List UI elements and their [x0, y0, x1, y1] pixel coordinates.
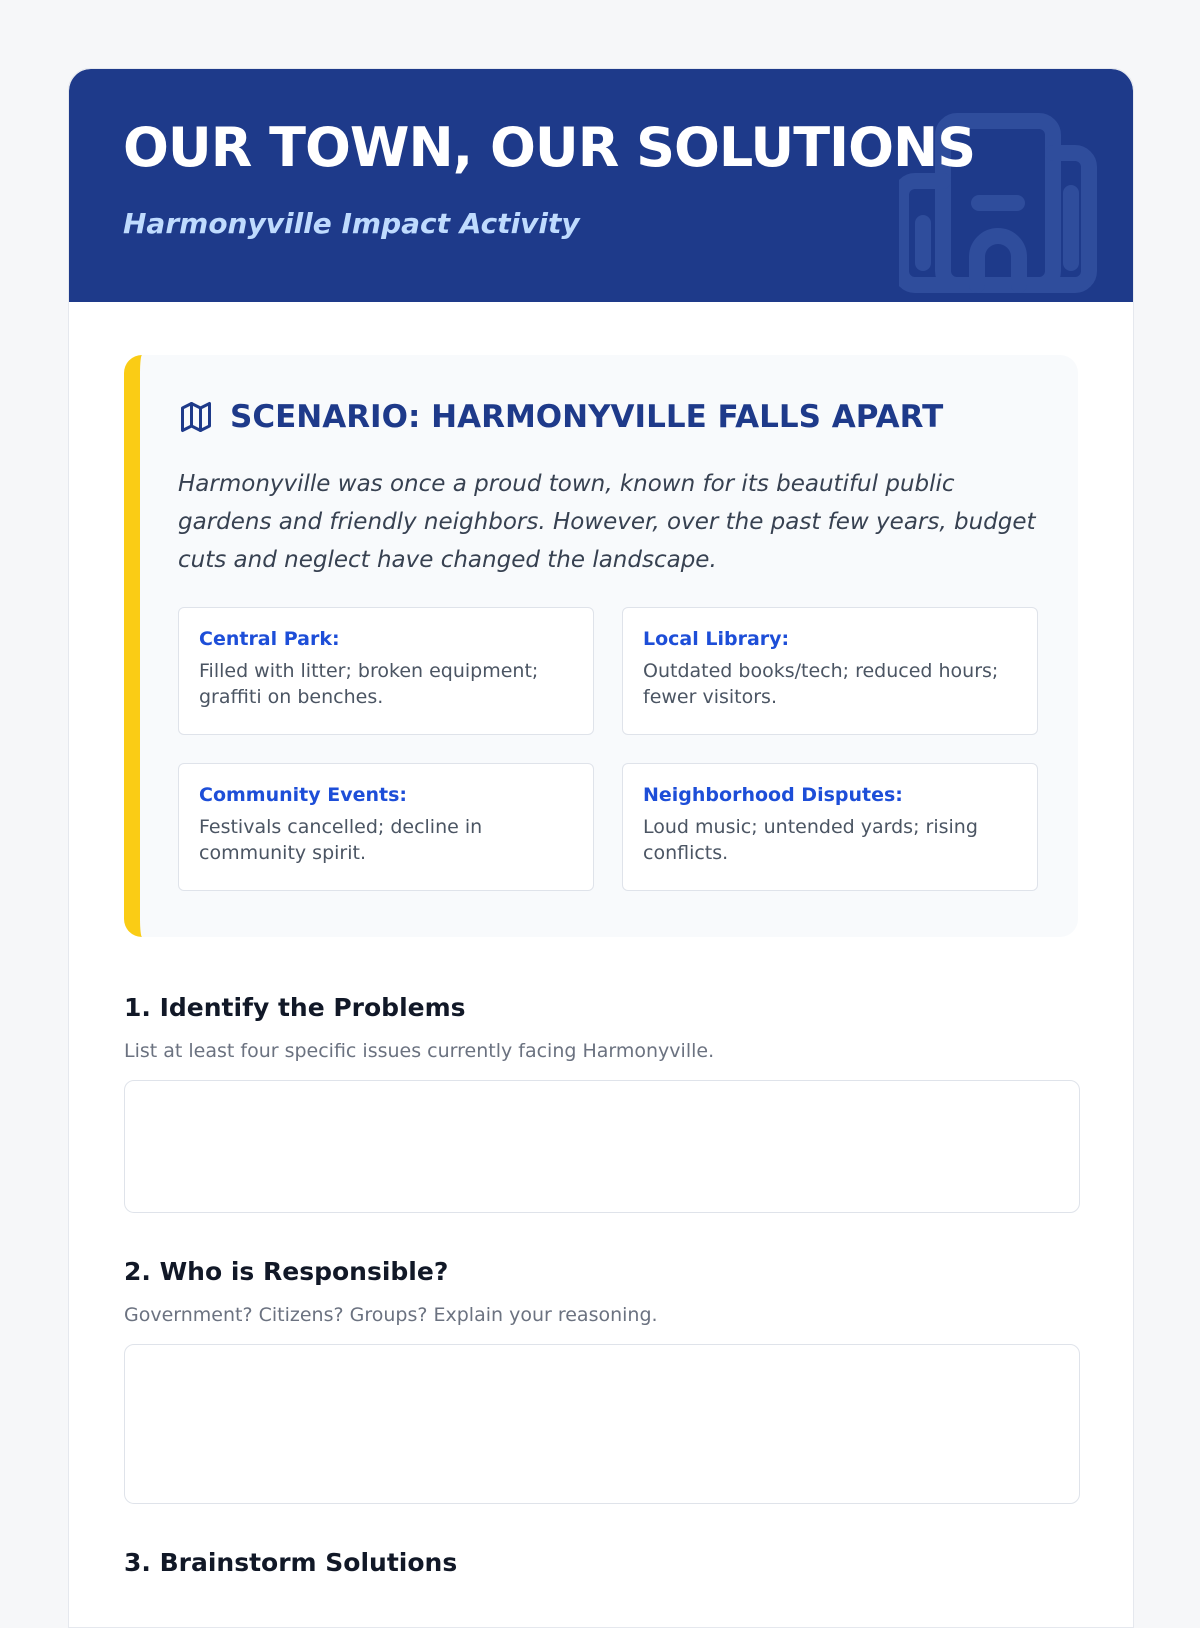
content-area — [69, 302, 1133, 1577]
issue-grid — [178, 607, 1038, 891]
question-title: 1. Identify the Problems — [124, 993, 466, 1022]
question-identify-problems — [124, 993, 1078, 1213]
answer-field-problems[interactable] — [124, 1080, 1080, 1213]
scenario-heading — [178, 399, 1038, 435]
issue-title: Local Library: — [643, 628, 790, 650]
issue-card-local-library — [622, 607, 1038, 735]
question-hint: List at least four specific issues currently facing Harmonyville. — [124, 1040, 715, 1062]
issue-description: Festivals cancelled; decline in community spirit. — [199, 816, 483, 864]
scenario-title: SCENARIO: HARMONYVILLE FALLS APART — [230, 399, 944, 435]
issue-title: Community Events: — [199, 784, 408, 806]
worksheet — [68, 68, 1134, 1628]
issue-title: Neighborhood Disputes: — [643, 784, 903, 806]
question-responsibility — [124, 1257, 1078, 1504]
scenario-description: Harmonyville was once a proud town, known for its beautiful public gardens and friendly neighbors. However, over the past few years, budget cuts and neglect have changed the landscape. — [178, 471, 1036, 573]
issue-card-neighborhood-disputes — [622, 763, 1038, 891]
question-hint: Government? Citizens? Groups? Explain your reasoning. — [124, 1304, 658, 1326]
question-title: 3. Brainstorm Solutions — [124, 1548, 458, 1577]
page-title: OUR TOWN, OUR SOLUTIONS — [123, 116, 976, 179]
issue-title: Central Park: — [199, 628, 340, 650]
map-icon — [178, 399, 214, 435]
issue-description: Outdated books/tech; reduced hours; fewer visitors. — [643, 660, 999, 708]
issue-description: Loud music; untended yards; rising conflicts. — [643, 816, 978, 864]
issue-description: Filled with litter; broken equipment; graffiti on benches. — [199, 660, 539, 708]
answer-field-responsibility[interactable] — [124, 1344, 1080, 1504]
page-subtitle: Harmonyville Impact Activity — [123, 207, 580, 240]
question-brainstorm — [124, 1548, 1078, 1577]
header-banner — [69, 69, 1133, 302]
issue-card-central-park — [178, 607, 594, 735]
issue-card-community-events — [178, 763, 594, 891]
question-title: 2. Who is Responsible? — [124, 1257, 449, 1286]
scenario-card — [124, 355, 1078, 937]
